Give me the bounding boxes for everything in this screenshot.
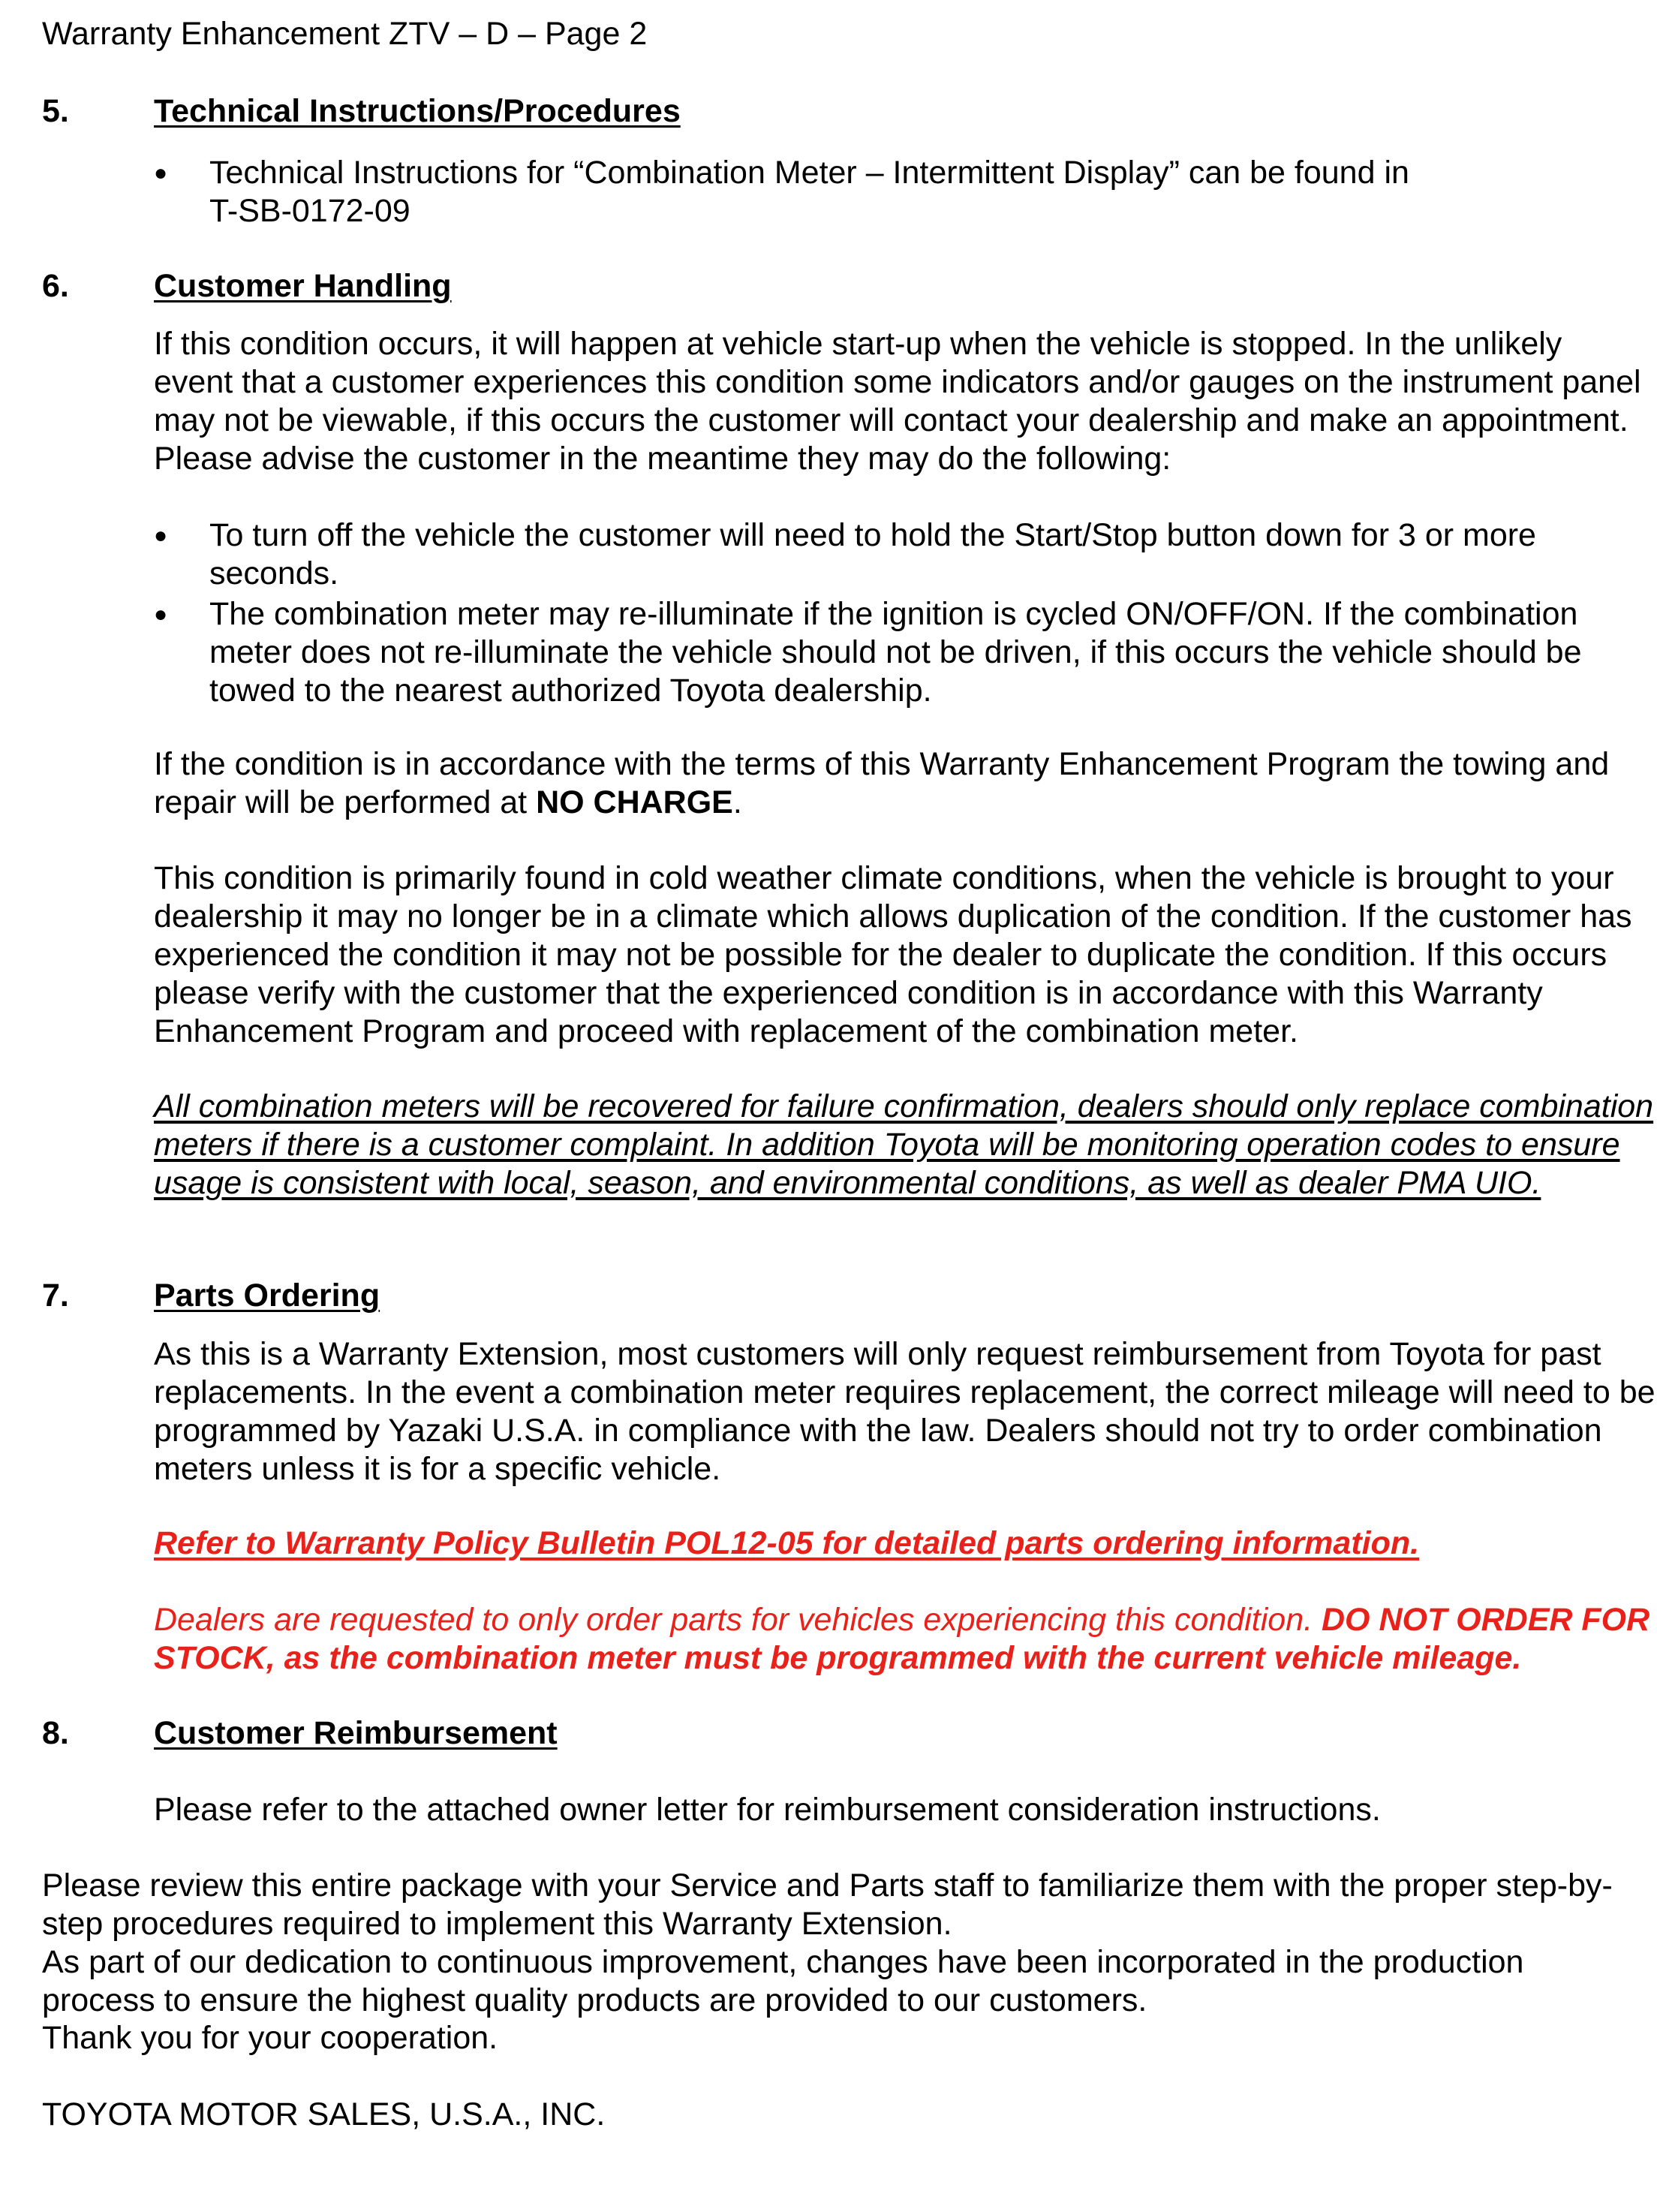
section-8-number: 8. <box>42 1715 69 1751</box>
do-not-order-emphasis: DO NOT ORDER FOR STOCK, as the combination meter must be programmed with the current vehicle mileage. <box>154 1602 1650 1676</box>
section-7-title: Parts Ordering <box>154 1278 380 1314</box>
section-7-number: 7. <box>42 1278 69 1314</box>
section-6-towing <box>154 745 1655 822</box>
closing-review: Please review this entire package with your Service and Parts staff to familiarize them with the proper step-by-step procedures required to implement this Warranty Extension. <box>42 1867 1613 1942</box>
no-charge-emphasis: NO CHARGE <box>536 784 733 820</box>
section-8-title: Customer Reimbursement <box>154 1715 558 1751</box>
section-5-bullet <box>209 154 1654 230</box>
closing-company: TOYOTA MOTOR SALES, U.S.A., INC. <box>42 2096 606 2132</box>
section-7-dealers-warning <box>154 1601 1657 1678</box>
towing-end: . <box>732 784 742 820</box>
section-6-climate: This condition is primarily found in cold weather climate conditions, when the vehicle is brought to your dealership it may no longer be in a climate which allows duplication of the condition. If the customer has experienced the condition it may not be possible for the dealer to duplicate the condition. If this occurs please verify with the customer that the experienced condition is in accordance with this Warranty Enhancement Program and proceed with replacement of the combination meter. <box>154 860 1632 1049</box>
closing-thanks: Thank you for your cooperation. <box>42 2020 498 2056</box>
section-5-bullet-line-1: Technical Instructions for “Combination Meter – Intermittent Display” can be found in <box>209 155 1409 191</box>
section-8-body: Please refer to the attached owner letter for reimbursement consideration instructions. <box>154 1792 1381 1828</box>
bullet-icon: ● <box>154 602 168 627</box>
section-6-intro: If this condition occurs, it will happen at vehicle start-up when the vehicle is stopped. In the unlikely event that a customer experiences this condition some indicators and/or gauges on the instrument panel may not be viewable, if this occurs the customer will contact your dealership and make an appointment. Please advise the customer in the meantime they may do the following: <box>154 326 1641 477</box>
section-6-title: Customer Handling <box>154 268 452 304</box>
section-6-bullet-1: To turn off the vehicle the customer will need to hold the Start/Stop button down for 3 or more seconds. <box>209 517 1536 591</box>
closing-improvement: As part of our dedication to continuous improvement, changes have been incorporated in the production process to ensure the highest quality products are provided to our customers. <box>42 1944 1524 2018</box>
section-6-number: 6. <box>42 268 69 304</box>
towing-text: If the condition is in accordance with the terms of this Warranty Enhancement Program the towing and repair will be performed at <box>154 746 1610 820</box>
section-5-title: Technical Instructions/Procedures <box>154 93 681 129</box>
section-7-body: As this is a Warranty Extension, most customers will only request reimbursement from Toyota for past replacements. In the event a combination meter requires replacement, the correct mileage will need to be programmed by Yazaki U.S.A. in compliance with the law. Dealers should not try to order combination meters unless it is for a specific vehicle. <box>154 1336 1655 1487</box>
section-6-bullet-2: The combination meter may re-illuminate if the ignition is cycled ON/OFF/ON. If the combination meter does not re-illuminate the vehicle should not be driven, if this occurs the vehicle should be towed to the nearest authorized Toyota dealership. <box>209 596 1582 709</box>
dealers-warning-text: Dealers are requested to only order parts for vehicles experiencing this condition. <box>154 1602 1322 1638</box>
bullet-icon: ● <box>154 161 168 185</box>
bullet-icon: ● <box>154 523 168 548</box>
page-header: Warranty Enhancement ZTV – D – Page 2 <box>42 16 648 52</box>
section-5-bullet-line-2: T-SB-0172-09 <box>209 193 410 229</box>
section-5-number: 5. <box>42 93 69 129</box>
section-6-recovery-note: All combination meters will be recovered for failure confirmation, dealers should only replace combination meters if there is a customer complaint. In addition Toyota will be monitoring operation codes to ensure usage is consistent with local, season, and environmental conditions, as well as dealer PMA UIO. <box>154 1088 1654 1201</box>
section-7-refer-policy: Refer to Warranty Policy Bulletin POL12-05 for detailed parts ordering information. <box>154 1525 1420 1561</box>
